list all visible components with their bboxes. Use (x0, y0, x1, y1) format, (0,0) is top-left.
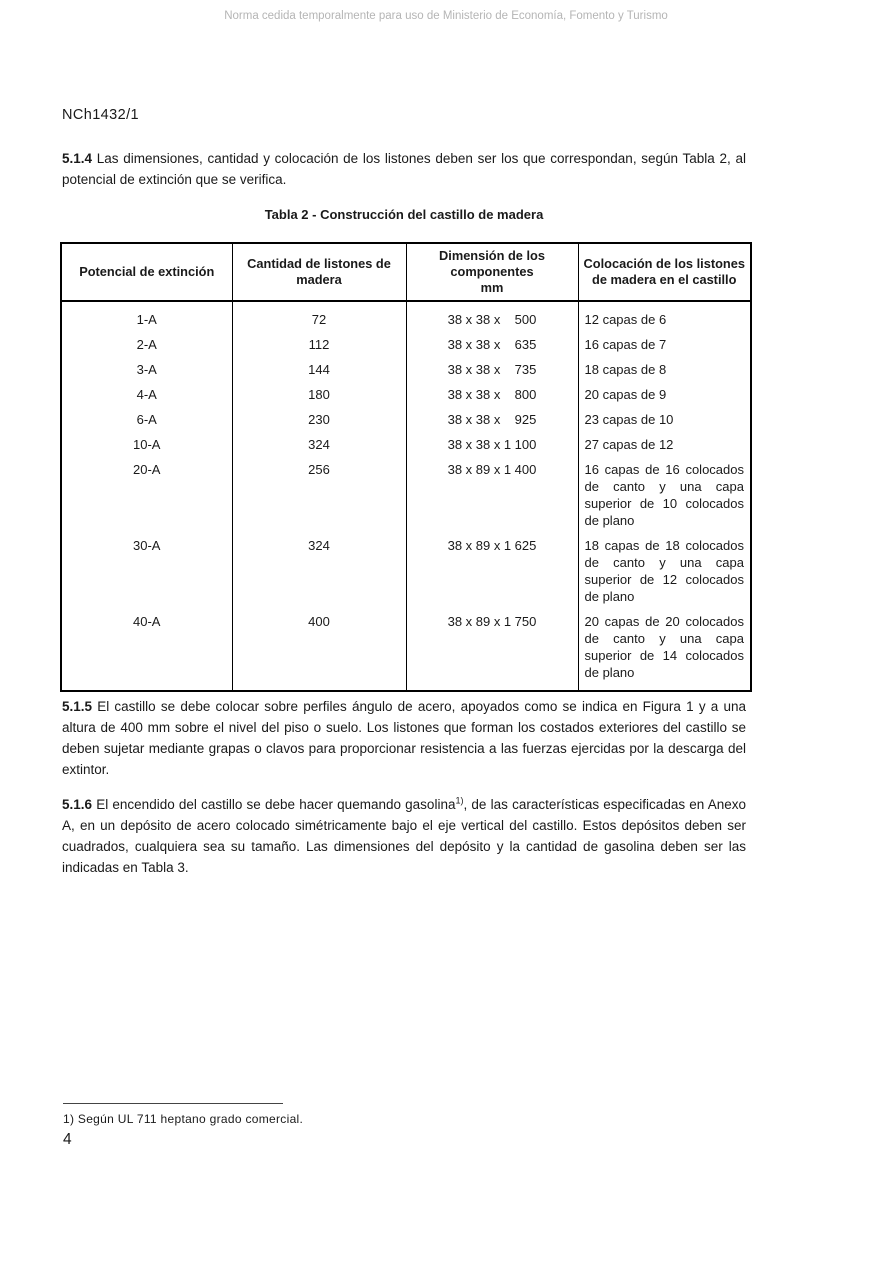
doc-code: NCh1432/1 (62, 107, 139, 123)
dimension-length: 800 (514, 387, 537, 402)
table-row (61, 382, 751, 407)
cell-dimension (406, 301, 578, 332)
table-caption: Tabla 2 - Construcción del castillo de madera (264, 207, 544, 222)
cell-colocacion: 18 capas de 8 (578, 357, 751, 382)
dimension-length: 1 400 (503, 462, 537, 477)
cell-colocacion: 16 capas de 16 colocados de canto y una capa superior de 10 colocados de plano (578, 457, 751, 533)
dimension-length: 735 (514, 362, 537, 377)
dimension-prefix: 38 x 89 x (447, 614, 501, 629)
footnote-reference: 1) (455, 795, 464, 806)
cell-potencial: 40-A (61, 609, 232, 691)
paragraph-5-1-4 (62, 148, 746, 190)
cell-colocacion: 27 capas de 12 (578, 432, 751, 457)
cell-potencial: 4-A (61, 382, 232, 407)
dimension-prefix: 38 x 38 x (447, 412, 501, 427)
cell-potencial: 1-A (61, 301, 232, 332)
table-row (61, 407, 751, 432)
cell-dimension (406, 457, 578, 533)
cell-dimension (406, 432, 578, 457)
paragraph-5-1-6-text-a: El encendido del castillo se debe hacer quemando gasolina (92, 797, 456, 812)
cell-cantidad: 400 (232, 609, 406, 691)
watermark-text: Norma cedida temporalmente para uso de Ministerio de Economía, Fomento y Turismo (224, 10, 668, 22)
cell-potencial: 3-A (61, 357, 232, 382)
cell-potencial: 2-A (61, 332, 232, 357)
cell-colocacion: 20 capas de 20 colocados de canto y una capa superior de 14 colocados de plano (578, 609, 751, 691)
section-number-5-1-6: 5.1.6 (62, 797, 93, 812)
dimension-prefix: 38 x 38 x (447, 312, 501, 327)
cell-potencial: 10-A (61, 432, 232, 457)
cell-colocacion: 12 capas de 6 (578, 301, 751, 332)
cell-dimension (406, 609, 578, 691)
dimension-prefix: 38 x 89 x (447, 538, 501, 553)
cell-potencial: 6-A (61, 407, 232, 432)
paragraph-5-1-5-text: El castillo se debe colocar sobre perfiles ángulo de acero, apoyados como se indica en Figura 1 y a una altura de 400 mm sobre el nivel del piso o suelo. Los listones que forman los costados exteriores del castillo se deben sujetar mediante grapas o clavos para proporcionar resistencia a las fuerzas ejercidas por la descarga del extintor. (62, 699, 746, 777)
cell-dimension (406, 382, 578, 407)
construction-table (60, 242, 752, 692)
cell-cantidad: 324 (232, 432, 406, 457)
cell-colocacion: 20 capas de 9 (578, 382, 751, 407)
dimension-length: 925 (514, 412, 537, 427)
cell-cantidad: 180 (232, 382, 406, 407)
dimension-length: 1 100 (503, 437, 537, 452)
dimension-prefix: 38 x 89 x (447, 462, 501, 477)
section-number-5-1-4: 5.1.4 (62, 151, 93, 166)
footnote-separator-rule (63, 1103, 283, 1104)
cell-dimension (406, 533, 578, 609)
paragraph-5-1-5 (62, 696, 746, 780)
cell-cantidad: 72 (232, 301, 406, 332)
header-potencial: Potencial de extinción (61, 243, 232, 301)
cell-colocacion: 23 capas de 10 (578, 407, 751, 432)
table-row (61, 457, 751, 533)
cell-potencial: 30-A (61, 533, 232, 609)
page-number: 4 (63, 1131, 72, 1148)
header-colocacion: Colocación de los listones de madera en el castillo (578, 243, 751, 301)
paragraph-5-1-6 (62, 794, 746, 878)
dimension-length: 500 (514, 312, 537, 327)
cell-cantidad: 256 (232, 457, 406, 533)
table-row (61, 432, 751, 457)
header-cantidad: Cantidad de listones de madera (232, 243, 406, 301)
dimension-prefix: 38 x 38 x (447, 387, 501, 402)
table-row (61, 357, 751, 382)
dimension-prefix: 38 x 38 x (447, 337, 501, 352)
table-header-row (61, 243, 751, 301)
page-footer (63, 1103, 303, 1149)
table-2-container (60, 242, 752, 692)
dimension-prefix: 38 x 38 x (447, 437, 501, 452)
header-dimension-unit: mm (480, 280, 504, 295)
cell-cantidad: 112 (232, 332, 406, 357)
header-dimension-label: Dimensión de los componentes (439, 248, 545, 279)
cell-cantidad: 324 (232, 533, 406, 609)
paragraph-5-1-4-text: Las dimensiones, cantidad y colocación de los listones deben ser los que correspondan, según Tabla 2, al potencial de extinción que se verifica. (62, 151, 746, 187)
table-row (61, 533, 751, 609)
cell-dimension (406, 332, 578, 357)
table-row (61, 332, 751, 357)
cell-colocacion: 18 capas de 18 colocados de canto y una capa superior de 12 colocados de plano (578, 533, 751, 609)
table-header (61, 243, 751, 301)
table-body (61, 301, 751, 691)
table-row (61, 609, 751, 691)
footnote-text: 1) Según UL 711 heptano grado comercial. (63, 1112, 304, 1126)
cell-dimension (406, 407, 578, 432)
section-number-5-1-5: 5.1.5 (62, 699, 93, 714)
cell-colocacion: 16 capas de 7 (578, 332, 751, 357)
dimension-prefix: 38 x 38 x (447, 362, 501, 377)
cell-dimension (406, 357, 578, 382)
dimension-length: 635 (514, 337, 537, 352)
cell-cantidad: 144 (232, 357, 406, 382)
cell-cantidad: 230 (232, 407, 406, 432)
dimension-length: 1 625 (503, 538, 537, 553)
paragraph-5-1-6-text-b: , de las características especificadas en Anexo A, en un depósito de acero colocado simétricamente bajo el eje vertical del castillo. Estos depósitos deben ser cuadrados, cualquiera sea su tamaño. Las dimensiones del depósito y la cantidad de gasolina deben ser las indicadas en Tabla 3. (62, 797, 747, 875)
header-dimension (406, 243, 578, 301)
dimension-length: 1 750 (503, 614, 537, 629)
cell-potencial: 20-A (61, 457, 232, 533)
table-row (61, 301, 751, 332)
